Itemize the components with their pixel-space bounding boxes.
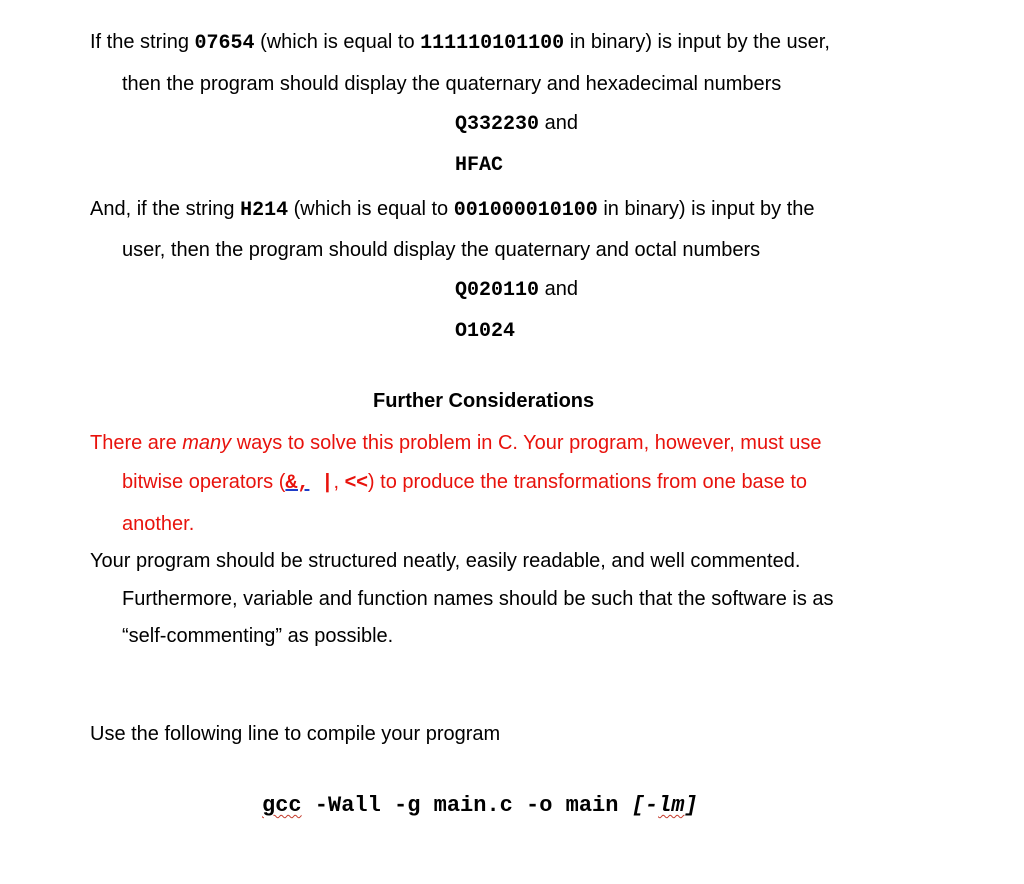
example1-intro-text: If the string	[90, 31, 195, 53]
operator-separator: ,	[333, 471, 345, 493]
bitwise-and-operator: &,	[285, 472, 310, 495]
example1-hex-value: HFAC	[455, 154, 504, 177]
compile-opt-open: [-	[631, 793, 659, 818]
example1-input-value: 07654	[194, 32, 255, 55]
style-note-line1: Your program should be structured neatly, easily readable, and well commented.	[90, 550, 801, 572]
requirement-line2-pre: bitwise operators (	[122, 471, 286, 493]
shift-operator: <<	[344, 471, 368, 493]
compile-flags: -Wall -g main.c -o main	[301, 793, 632, 818]
compile-command	[262, 794, 698, 818]
example2-result1	[455, 277, 578, 303]
example1-quaternary-value: Q332230	[455, 113, 540, 136]
requirement-line1-post: ways to solve this problem in C. Your program, however, must use	[231, 432, 822, 454]
compile-opt-lib: lm	[658, 793, 685, 818]
example2-and-text: and	[539, 278, 578, 300]
example1-line2: then the program should display the quaternary and hexadecimal numbers	[122, 73, 782, 95]
example2-octal-value: O1024	[455, 320, 516, 343]
requirement-emphasis: many	[182, 432, 232, 454]
example1-binary-value: 111110101100	[420, 32, 565, 55]
compile-instruction: Use the following line to compile your program	[90, 723, 501, 745]
example2-line2: user, then the program should display the quaternary and octal numbers	[122, 239, 761, 261]
requirement-line2	[122, 470, 807, 496]
example2-line1	[90, 197, 815, 223]
example1-intro-mid: (which is equal to	[254, 31, 421, 53]
requirement-line3: another.	[122, 513, 195, 535]
bitwise-or-operator: |	[309, 472, 334, 495]
style-note-line2: Furthermore, variable and function names should be such that the software is as	[122, 588, 834, 610]
example1-result1	[455, 111, 578, 137]
style-note-line3: “self-commenting” as possible.	[122, 625, 394, 647]
requirement-pre: There are	[90, 432, 183, 454]
requirement-line2-post: ) to produce the transformations from one base to	[367, 471, 808, 493]
example1-intro-post: in binary) is input by the user,	[564, 31, 830, 53]
requirement-line1	[90, 431, 821, 455]
example2-input-value: H214	[240, 199, 289, 222]
section-heading: Further Considerations	[373, 390, 595, 412]
example2-intro-text: And, if the string	[90, 198, 241, 220]
example2-quaternary-value: Q020110	[455, 279, 540, 302]
example2-intro-mid: (which is equal to	[288, 198, 454, 220]
compile-gcc: gcc	[262, 793, 302, 818]
example1-and-text: and	[539, 112, 578, 134]
compile-opt-close: ]	[684, 793, 698, 818]
example2-binary-value: 001000010100	[453, 199, 598, 222]
example1-line1	[90, 30, 830, 56]
example2-intro-post: in binary) is input by the	[597, 198, 815, 220]
